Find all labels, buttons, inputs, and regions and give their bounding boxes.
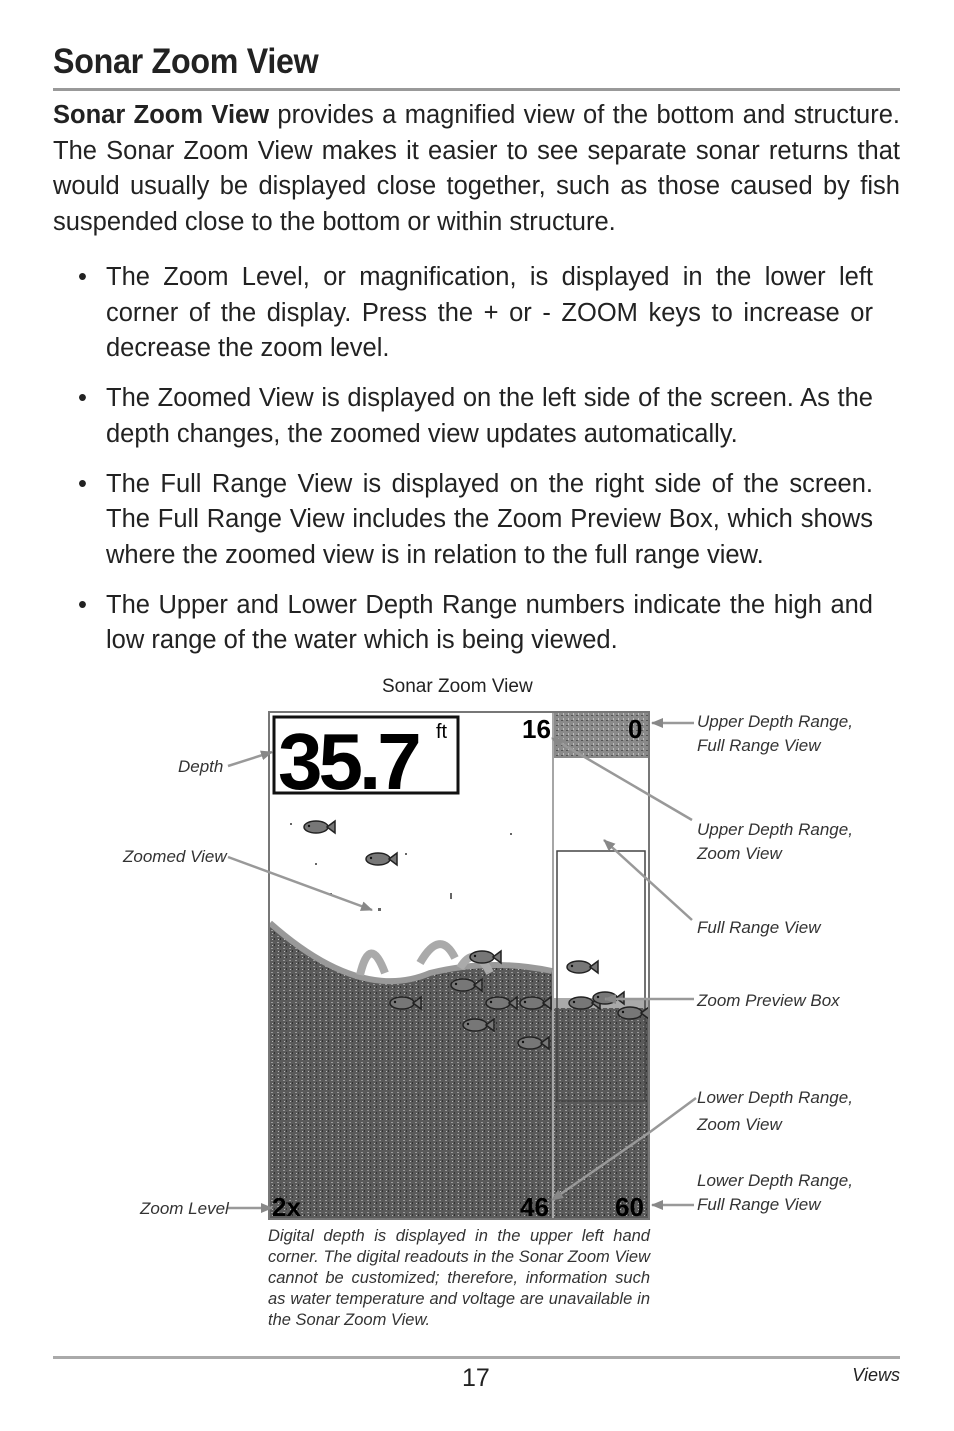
- callout-line: Upper Depth Range,: [697, 820, 853, 839]
- callout-zoom-level: Zoom Level: [140, 1199, 229, 1218]
- zoom-level: 2x: [272, 1192, 301, 1218]
- callout-line: Upper Depth Range,: [697, 712, 853, 731]
- callout-line: Zoom View: [697, 843, 782, 863]
- lower-full-range: 60: [615, 1192, 644, 1218]
- bullet-text: The Upper and Lower Depth Range numbers indicate the high and low range of the water which is being viewed.: [106, 590, 873, 654]
- callout-line: Zoom View: [697, 1115, 782, 1134]
- bullet-mark: •: [78, 469, 87, 498]
- zoomed-view-arrow: [228, 857, 372, 910]
- full-range-arrow: [604, 840, 692, 920]
- intro-text: provides a magnified view of the bottom and structure. The Sonar Zoom View makes it easier to see separate sonar returns that would usually be displayed close together, such as those caused by fish suspended close to the bottom or within structure.: [53, 101, 900, 236]
- callout-line: Lower Depth Range,: [697, 1088, 853, 1107]
- callout-zoomed-view: Zoomed View: [123, 847, 227, 866]
- upper-full-range: 0: [628, 714, 643, 744]
- callout-zoom-preview-box: Zoom Preview Box: [697, 991, 840, 1010]
- depth-value: 35.7: [278, 717, 418, 806]
- lower-zoom-range: 46: [520, 1192, 549, 1218]
- page-title: Sonar Zoom View: [53, 42, 319, 81]
- figure-caption: Digital depth is displayed in the upper left hand corner. The digital readouts in the Sonar Zoom View cannot be customized; therefore, information such as water temperature and voltage are unavailable in the Sonar Zoom View.: [268, 1227, 650, 1329]
- callout-lower-full: [697, 1169, 853, 1216]
- callout-upper-full: [697, 710, 853, 757]
- callout-line: Full Range View: [697, 735, 821, 755]
- bullet-mark: •: [78, 590, 87, 619]
- bullet-text: The Full Range View is displayed on the right side of the screen. The Full Range View includes the Zoom Preview Box, which shows where the zoomed view is in relation to the full range view.: [106, 469, 873, 569]
- callout-line: Full Range View: [697, 1194, 821, 1214]
- depth-unit: ft: [436, 721, 448, 743]
- bullet-mark: •: [78, 384, 87, 412]
- bullet-text: The Zoom Level, or magnification, is displayed in the lower left corner of the display. Press the + or - ZOOM keys to increase or decrease the zoom level.: [106, 263, 873, 362]
- callout-line: Lower Depth Range,: [697, 1171, 853, 1190]
- intro-bold-term: Sonar Zoom View: [53, 101, 270, 129]
- callout-full-range-view: Full Range View: [697, 918, 821, 937]
- section-name: Views: [852, 1365, 900, 1385]
- upper-zoom-arrow: [552, 738, 692, 820]
- callout-depth: Depth: [178, 757, 224, 776]
- bullet-mark: •: [78, 263, 87, 291]
- figure-title: Sonar Zoom View: [382, 676, 533, 697]
- callout-upper-zoom: [697, 818, 853, 865]
- depth-arrow: [228, 752, 272, 766]
- upper-zoom-range: 16: [522, 714, 551, 744]
- lower-zoom-arrow: [552, 1098, 696, 1200]
- callout-lower-zoom: [697, 1084, 853, 1138]
- footer-divider: [53, 1356, 900, 1359]
- bullet-text: The Zoomed View is displayed on the left side of the screen. As the depth changes, the zoomed view updates automatically.: [106, 384, 873, 448]
- page-number: 17: [462, 1364, 490, 1392]
